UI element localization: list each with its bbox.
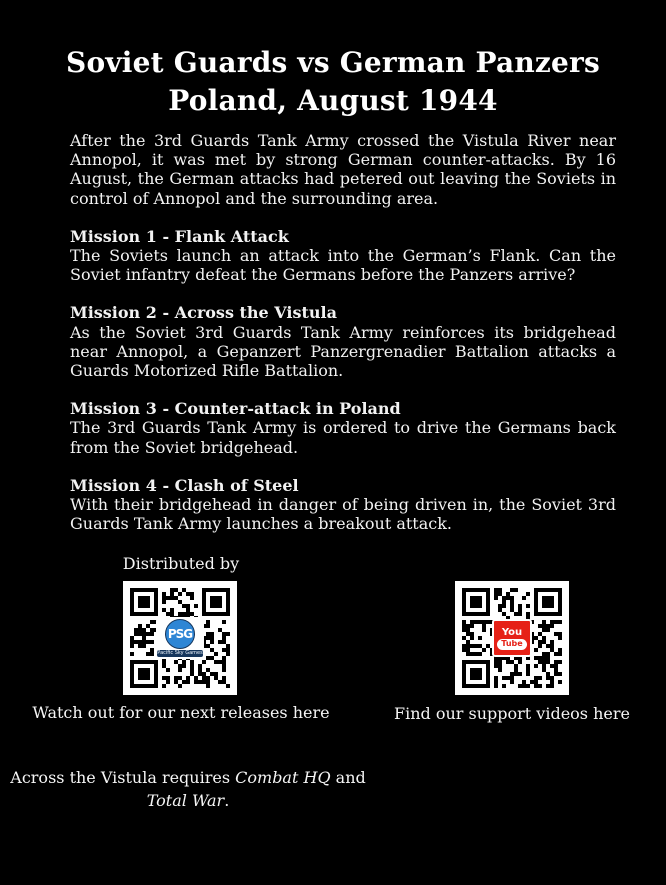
youtube-logo-bottom-text: Tube — [497, 639, 526, 650]
pacific-sky-games-logo-icon — [156, 617, 204, 659]
mission-3-description: The 3rd Guards Tank Army is ordered to drive the Germans back from the Soviet bridgehead. — [70, 418, 616, 457]
support-qr-caption: Find our support videos here — [393, 704, 630, 723]
releases-qr-code — [123, 581, 237, 695]
mission-2-section — [70, 303, 616, 380]
distributed-by-label: Distributed by — [122, 554, 240, 573]
footer-requirements-note — [10, 766, 366, 812]
footer-game-title-2: Total War — [146, 791, 225, 810]
intro-paragraph: After the 3rd Guards Tank Army crossed the Vistula River near Annopol, it was met by strong German counter-attacks. By 16 August, the German attacks had petered out leaving the Soviets in control of Annopol and the surrounding area. — [70, 131, 616, 208]
releases-qr-caption: Watch out for our next releases here — [32, 703, 330, 722]
mission-3-section — [70, 399, 616, 457]
footer-text: Across the Vistula requires — [10, 768, 236, 787]
youtube-logo-top-text: You — [501, 626, 523, 638]
footer-text-end: . — [224, 791, 230, 810]
page-title-line1: Soviet Guards vs German Panzers — [66, 46, 600, 79]
footer-text-mid: and — [330, 768, 366, 787]
page-title-line2: Poland, August 1944 — [168, 84, 498, 117]
psg-initials: PSG — [165, 619, 195, 649]
mission-1-description: The Soviets launch an attack into the German’s Flank. Can the Soviet infantry defeat the Germans before the Panzers arrive? — [70, 246, 616, 285]
support-videos-qr-code — [455, 581, 569, 695]
mission-4-heading: Mission 4 - Clash of Steel — [70, 475, 299, 495]
psg-name-label: Pacific Sky Games — [157, 650, 203, 656]
mission-2-description: As the Soviet 3rd Guards Tank Army reinforces its bridgehead near Annopol, a Gepanzert Panzergrenadier Battalion attacks a Guards Motorized Rifle Battalion. — [70, 322, 616, 381]
page-title — [0, 44, 666, 120]
footer-game-title-1: Combat HQ — [235, 768, 331, 787]
mission-2-heading: Mission 2 - Across the Vistula — [70, 303, 337, 323]
mission-4-description: With their bridgehead in danger of being driven in, the Soviet 3rd Guards Tank Army launches a breakout attack. — [70, 495, 616, 534]
mission-4-section — [70, 476, 616, 534]
mission-1-section — [70, 227, 616, 285]
body-text-column — [70, 131, 616, 552]
mission-3-heading: Mission 3 - Counter-attack in Poland — [70, 399, 401, 419]
mission-1-heading: Mission 1 - Flank Attack — [70, 226, 289, 246]
youtube-logo-icon — [492, 619, 532, 657]
